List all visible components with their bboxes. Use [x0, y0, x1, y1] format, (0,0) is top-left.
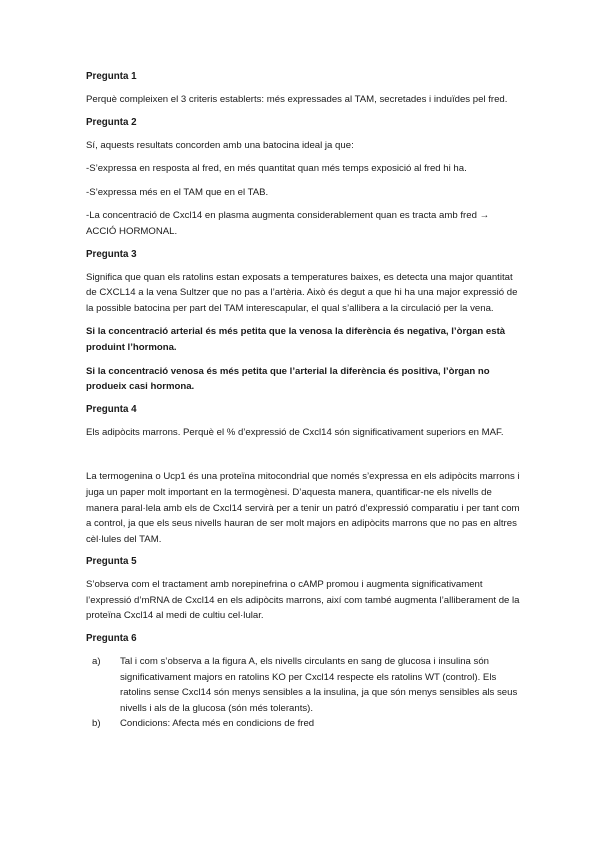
question-3-bold-note-1: Si la concentració arterial és més petita que la venosa la diferència és negativa, l’òrgan està produint l’hormona.	[86, 326, 506, 353]
question-3-answer: Significa que quan els ratolins estan exposats a temperatures baixes, es detecta una major quantitat de CXCL14 a la vena Sultzer que no pas a l’artèria. Això és degut a que hi ha una major expressió de la possible batocina per part del TAM interescapular, el qual s’allibera a la circulació per la vena.	[86, 271, 518, 314]
question-5	[86, 555, 520, 624]
list-item-text: Condicions: Afecta més en condicions de fred	[120, 718, 315, 730]
question-4	[86, 403, 520, 548]
list-item	[86, 716, 520, 732]
list-marker: a)	[92, 656, 101, 668]
question-3	[86, 248, 520, 395]
question-2-heading: Pregunta 2	[86, 116, 137, 128]
question-2	[86, 116, 520, 240]
question-5-heading: Pregunta 5	[86, 556, 137, 568]
question-1	[86, 70, 520, 108]
paragraph-spacer	[86, 448, 520, 469]
question-2-point-3: -La concentració de Cxcl14 en plasma augmenta considerablement quan es tracta amb fred → ACCIÓ HORMONAL.	[86, 210, 490, 237]
question-5-answer: S’observa com el tractament amb norepinefrina o cAMP promou i augmenta significativament l’expressió d’mRNA de Cxcl14 en els adipòcits marrons, així com també augmenta l’alliberament de la proteïna Cxcl14 al medi de cultiu cel·lular.	[86, 579, 520, 622]
list-item	[86, 654, 520, 716]
question-6-heading: Pregunta 6	[86, 633, 137, 645]
question-6-list	[86, 654, 520, 732]
list-marker: b)	[92, 718, 101, 730]
question-4-heading: Pregunta 4	[86, 403, 137, 415]
question-3-heading: Pregunta 3	[86, 248, 137, 260]
question-4-answer: Els adipòcits marrons. Perquè el % d’expressió de Cxcl14 són significativament superiors en MAF.	[86, 426, 504, 438]
question-2-point-2: -S’expressa més en el TAM que en el TAB.	[86, 186, 269, 198]
question-1-answer: Perquè compleixen el 3 criteris establerts: més expressades al TAM, secretades i induïdes pel fred.	[86, 94, 508, 105]
question-1-heading: Pregunta 1	[86, 71, 137, 82]
question-2-intro: Sí, aquests resultats concorden amb una batocina ideal ja que:	[86, 139, 354, 151]
question-2-point-1: -S’expressa en resposta al fred, en més quantitat quan més temps exposició al fred hi ha.	[86, 163, 467, 175]
question-6	[86, 632, 520, 732]
question-3-bold-note-2: Si la concentració venosa és més petita que l’arterial la diferència és positiva, l’òrgan no produeix casi hormona.	[86, 365, 490, 393]
question-4-explanation: La termogenina o Ucp1 és una proteïna mitocondrial que només s’expressa en els adipòcits marrons i juga un paper molt important en la termogènesi. D’aquesta manera, quantificar-ne els nivells de manera paral·lela amb els de Cxcl14 servirà per a tenir un patró d’expressió comparatiu i per tant com a control, ja que els seus nivells hauran de ser molt majors en adipòcits marrons que no pas en altres cèl·lules del TAM.	[86, 471, 520, 545]
list-item-text: Tal i com s’observa a la figura A, els nivells circulants en sang de glucosa i insulina són significativament majors en ratolins KO per Cxcl14 respecte els ratolins WT (control). Els ratolins sense Cxcl14 són menys sensibles a la insulina, ja que són menys sensibles als seus nivells i als de la glucosa (són més tolerants).	[120, 656, 518, 714]
document-body	[86, 70, 520, 732]
